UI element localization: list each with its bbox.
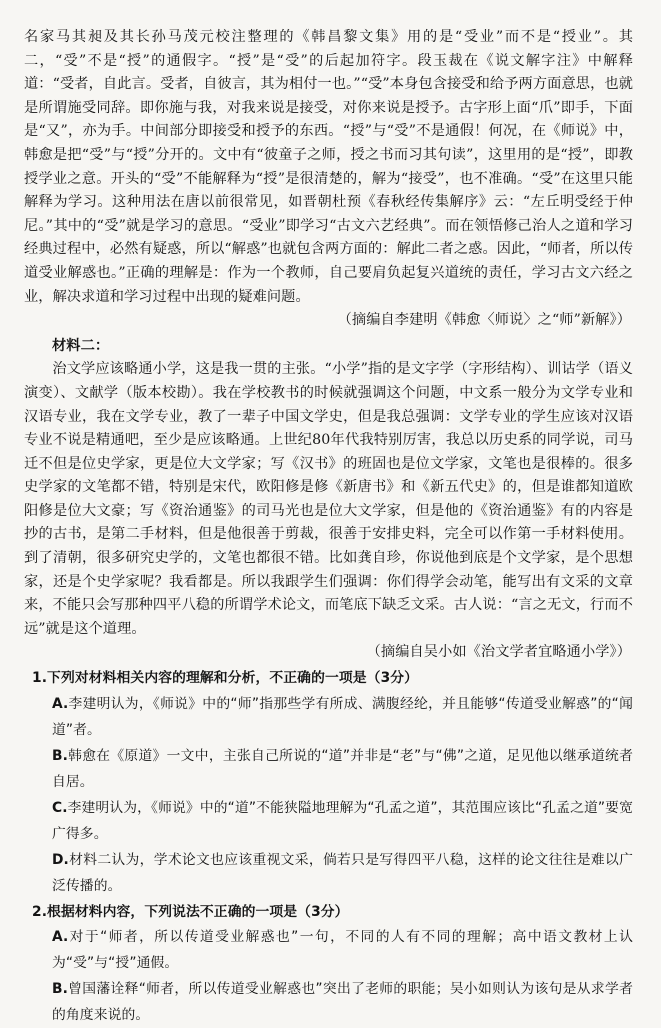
question-2-option-b <box>52 976 633 1028</box>
passage-two-heading: 材料二： <box>52 337 110 354</box>
question-2-stem: 2.根据材料内容，下列说法不正确的一项是（3分） <box>32 903 349 920</box>
option-label: A. <box>52 929 69 946</box>
passage-one-source: （摘编自李建明《韩愈〈师说〉之“师”新解》） <box>337 312 631 329</box>
option-text: 材料二认为，学术论文也应该重视文采，倘若只是写得四平八稳，这样的论文往往是难以广泛传播的。 <box>52 851 633 894</box>
question-1-option-d <box>52 847 633 899</box>
passage-two-source: （摘编自吴小如《治文学者宜略通小学》） <box>366 644 631 661</box>
option-label: C. <box>52 799 68 816</box>
option-label: B. <box>52 981 68 998</box>
question-1-option-b <box>52 743 633 795</box>
question-1-option-c <box>52 795 633 847</box>
option-label: A. <box>52 695 69 712</box>
passage-two-text: 治文学应该略通小学，这是我一贯的主张。“小学”指的是文字学（字形结构）、训诂学（语义演变）、文献学（版本校勘）。我在学校教书的时候就强调这个问题，中文系一般分为文学专业和汉语专业，我在文学专业，教了一辈子中国文学史，但是我总强调：文学专业的学生应该对汉语专业不说是精通吧，至少是应该略通。上世纪80年代我特别厉害，我总以历史系的同学说，司马迁不但是位史学家，更是位大文学家；写《汉书》的班固也是位文学家，文笔也是很棒的。很多史学家的文笔都不错，特别是宋代，欧阳修是修《新唐书》和《新五代史》的，但是谁都知道欧阳修是位大文豪；写《资治通鉴》的司马光也是位大文学家，但是他的《资治通鉴》有的内容是抄的古书，是第二手材料，但是他很善于剪裁，很善于安排史料，完全可以作第一手材料使用。到了清朝，很多研究史学的，文笔也都很不错。比如龚自珍，你说他到底是个文学家，是个思想家，还是个史学家呢？我看都是。所以我跟学生们强调：你们得学会动笔，能写出有文采的文章来，不能只会写那种四平八稳的所谓学术论文，而笔底下缺乏文采。古人说：“言之无文，行而不远”就是这个道理。 <box>24 361 633 637</box>
option-label: D. <box>52 851 69 868</box>
passage-one-text: 名家马其昶及其长孙马茂元校注整理的《韩昌黎文集》用的是“受业”而不是“授业”。其二，“受”不是“授”的通假字。“授”是“受”的后起加符字。段玉裁在《说文解字注》中解释道：“受者，自此言。受者，自彼言，其为相付一也。”“受”本身包含接受和给予两方面意思，也就是所谓施受同辞。即你施与我，对我来说是接受，对你来说是授予。古字形上面“爪”即手，下面是“又”，亦为手。中间部分即接受和授予的东西。“授”与“受”不是通假！何况，在《师说》中，韩愈是把“受”与“授”分开的。文中有“彼童子之师，授之书而习其句读”，这里用的是“授”，即教授学业之意。开头的“受”不能解释为“授”是很清楚的，解为“接受”，也不准确。“受”在这里只能解释为学习。这种用法在唐以前很常见，如晋朝杜预《春秋经传集解序》云：“左丘明受经于仲尼。”其中的“受”就是学习的意思。“受业”即学习“古文六艺经典”。而在领悟修己治人之道和学习经典过程中，必然有疑惑，所以“解惑”也就包含两方面的：解此二者之惑。因此，“师者，所以传道受业解惑也。”正确的理解是：作为一个教师，自己要肩负起复兴道统的责任，学习古文六经之业，解决求道和学习过程中出现的疑难问题。 <box>24 29 633 305</box>
option-text: 韩愈在《原道》一文中，主张自己所说的“道”并非是“老”与“佛”之道，足见他以继承道统者自居。 <box>52 747 633 790</box>
option-label: B. <box>52 747 68 764</box>
option-text: 李建明认为，《师说》中的“道”不能狭隘地理解为“孔孟之道”，其范围应该比“孔孟之道”要宽广得多。 <box>52 799 633 842</box>
question-2-option-a <box>52 924 633 976</box>
option-text: 对于“师者，所以传道受业解惑也”一句，不同的人有不同的理解；高中语文教材上认为“受”与“授”通假。 <box>52 929 633 972</box>
question-1-stem: 1.下列对材料相关内容的理解和分析，不正确的一项是（3分） <box>32 670 419 687</box>
question-1-option-a <box>52 691 633 743</box>
option-text: 曾国藩诠释“师者，所以传道受业解惑也”突出了老师的职能；吴小如则认为该句是从求学者的角度来说的。 <box>52 981 633 1024</box>
option-text: 李建明认为，《师说》中的“师”指那些学有所成、满腹经纶，并且能够“传道受业解惑”的“闻道”者。 <box>52 695 633 738</box>
